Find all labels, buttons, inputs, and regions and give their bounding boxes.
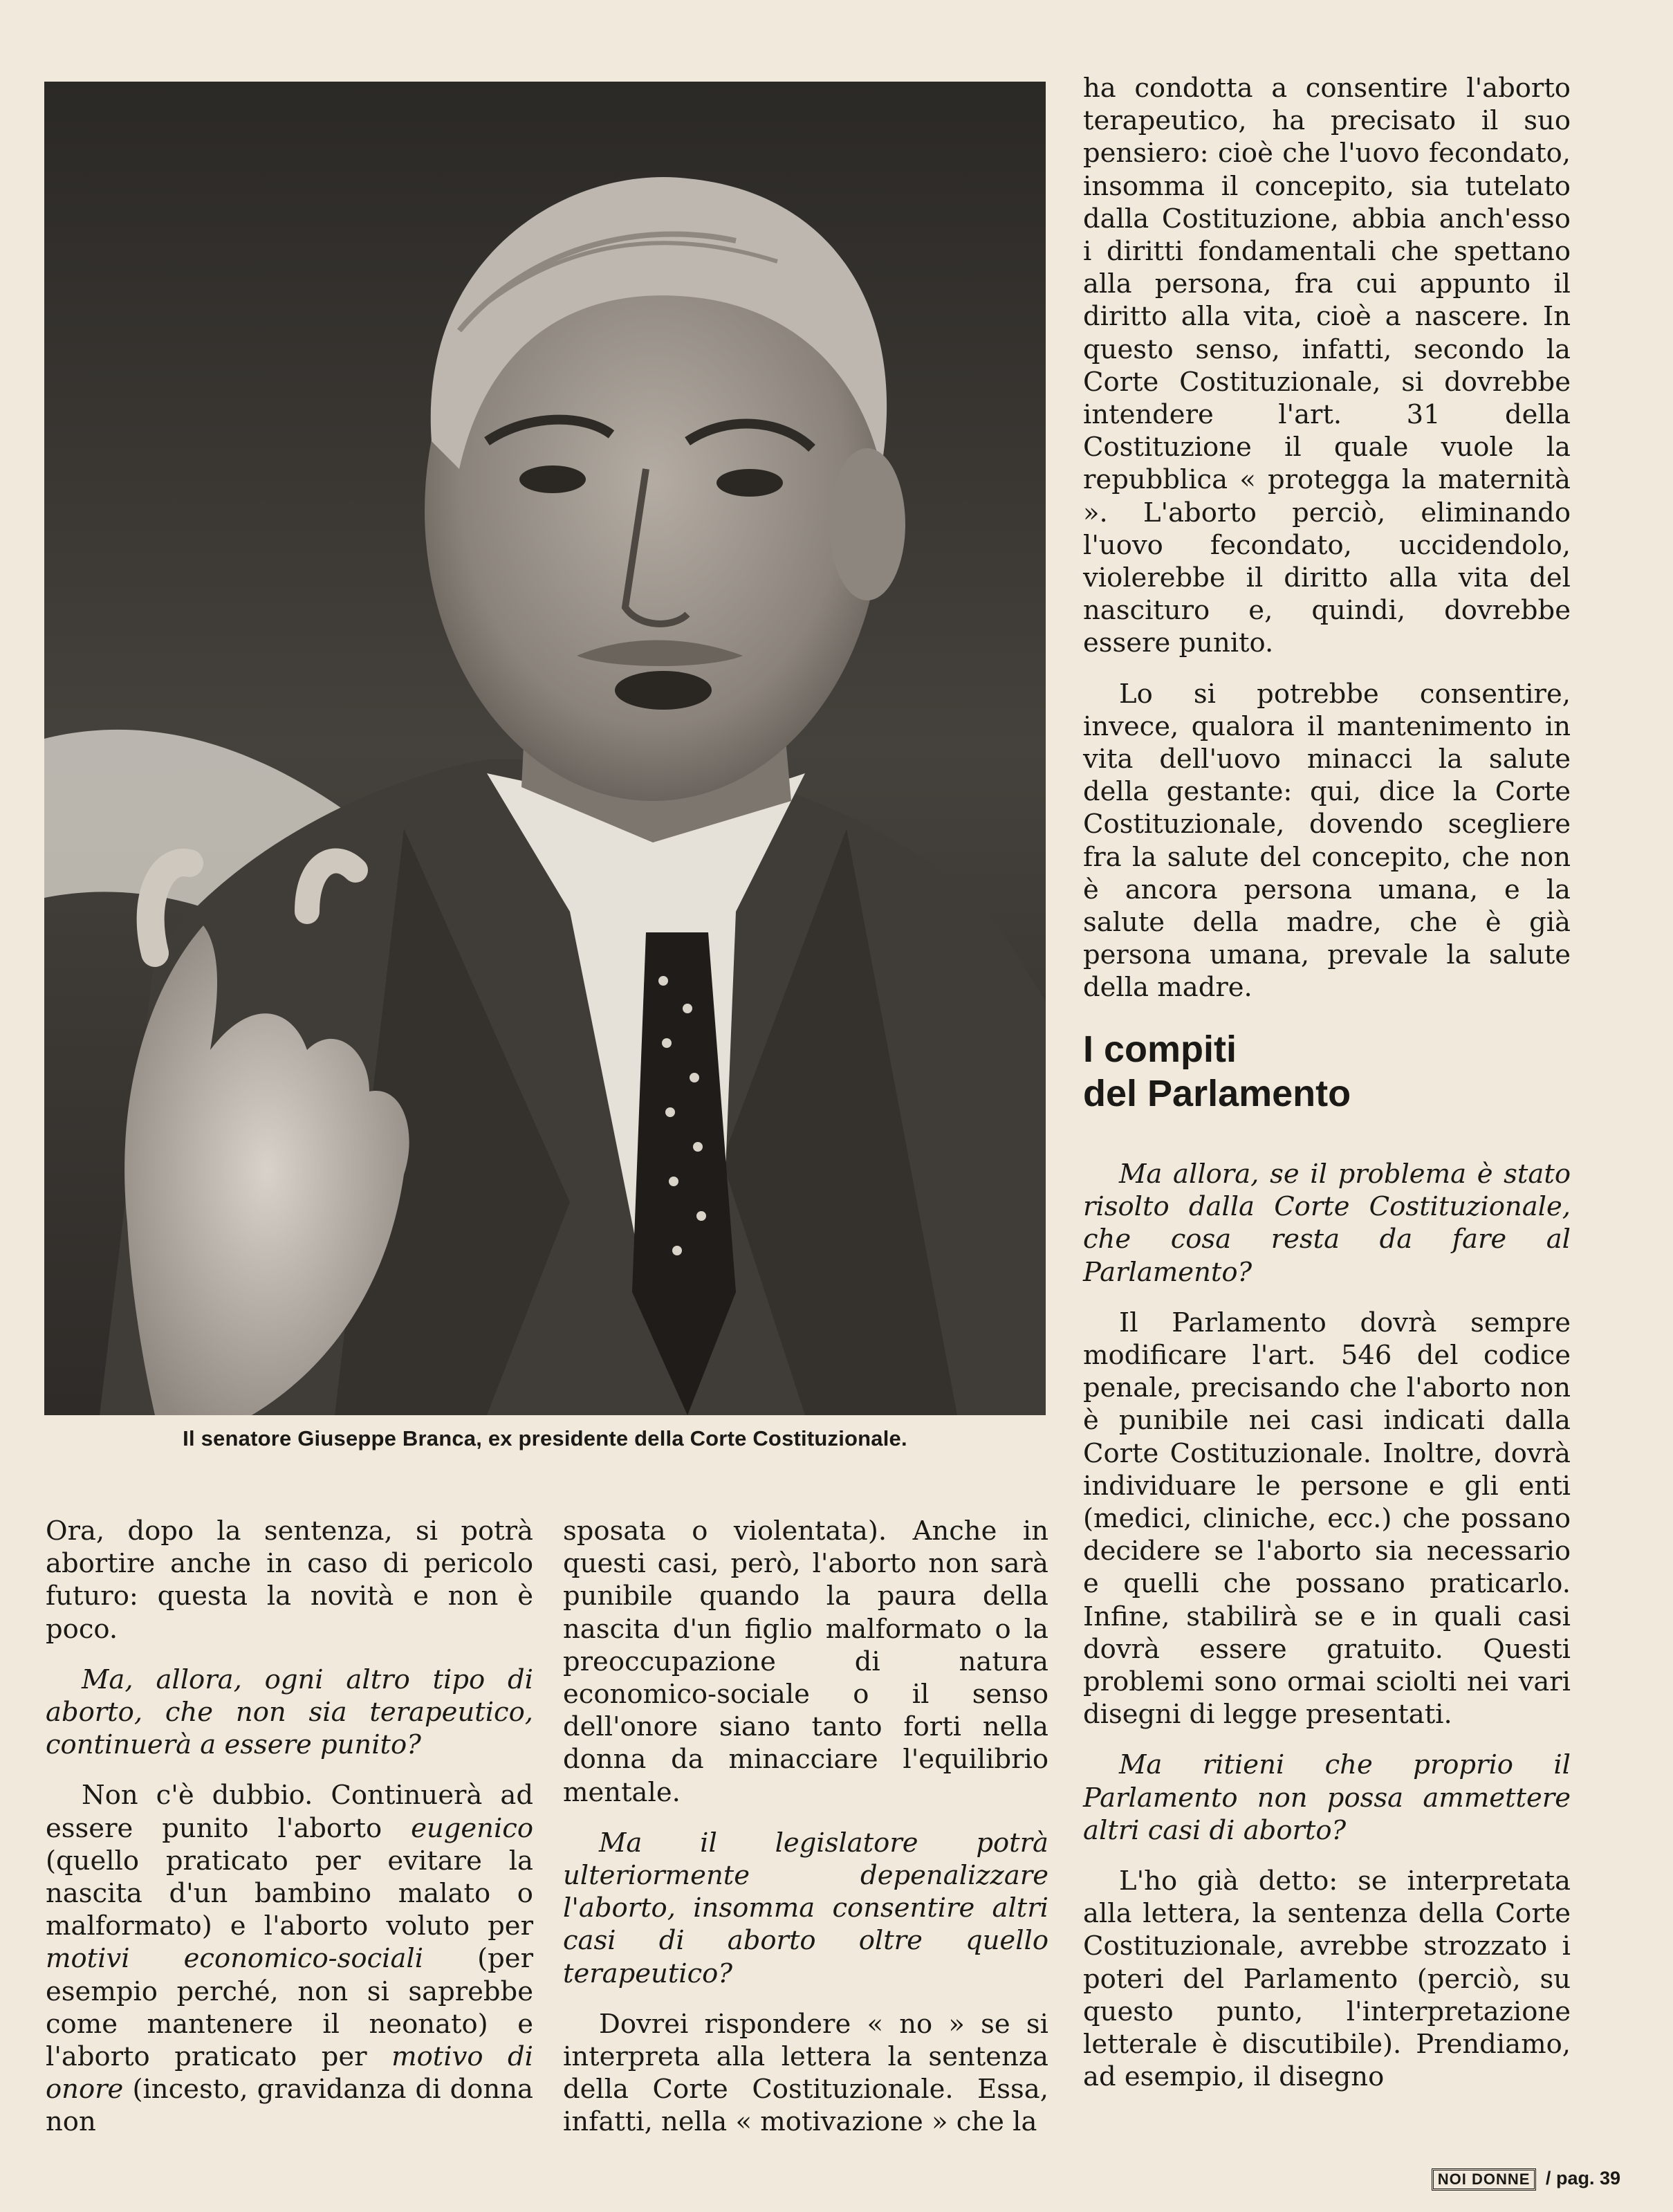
text-column-3-bottom — [1083, 1158, 1571, 2111]
paragraph: Dovrei rispondere « no » se si interpreta alla lettera la sentenza della Corte Costituzionale. Essa, infatti, nella « motivazione » che la — [563, 2008, 1048, 2138]
paragraph — [46, 1779, 533, 2138]
portrait-image — [44, 82, 1046, 1415]
paragraph: Il Parlamento dovrà sempre modificare l'art. 546 del codice penale, precisando che l'aborto non è punibile nei casi indicati dalla Corte Costituzionale. Inoltre, dovrà individuare le persone e gli enti (medici, cliniche, ecc.) che possano decidere se l'aborto sia necessario e quelli che possano praticarlo. Infine, stabilirà se e in quali casi dovrà essere gratuito. Questi problemi sono ormai sciolti nei vari disegni di legge presentati. — [1083, 1307, 1571, 1731]
text-run: Non c'è dubbio. Continuerà ad essere punito l'aborto — [46, 1780, 533, 1844]
page-footer — [1432, 2168, 1620, 2191]
interview-question: Ma, allora, ogni altro tipo di aborto, che non sia terapeutico, continuerà a essere punito? — [46, 1663, 533, 1761]
portrait-photo — [44, 82, 1046, 1415]
footer-separator: / — [1545, 2168, 1551, 2188]
emphasis: motivo di onore — [46, 2041, 533, 2105]
interview-question: Ma allora, se il problema è stato risolto dalla Corte Costituzionale, che cosa resta da fare al Parlamento? — [1083, 1159, 1571, 1288]
interview-question: Ma ritieni che proprio il Parlamento non possa ammettere altri casi di aborto? — [1083, 1749, 1571, 1846]
magazine-logo: NOI DONNE — [1432, 2168, 1537, 2191]
emphasis: eugenico — [411, 1812, 533, 1844]
interview-question: Ma il legislatore potrà ulteriormente depenalizzare l'aborto, insomma consentire altri casi di aborto oltre quello terapeutico? — [563, 1827, 1048, 1989]
heading-line: del Parlamento — [1083, 1073, 1351, 1114]
paragraph: sposata o violentata). Anche in questi casi, però, l'aborto non sarà punibile quando la paura della nascita d'un figlio malformato o la preoccupazione di natura economico-sociale o il senso dell'onore siano tanto forti nella donna da minacciare l'equilibrio mentale. — [563, 1515, 1048, 1808]
text-column-2 — [563, 1515, 1048, 2157]
heading-line: I compiti — [1083, 1029, 1237, 1070]
emphasis: motivi economico-sociali — [46, 1943, 424, 1975]
text-run: (quello praticato per evitare la nascita d'un bambino malato o malformato) e l'aborto voluto per — [46, 1845, 533, 1942]
paragraph: ha condotta a consentire l'aborto terapeutico, ha precisato il suo pensiero: cioè che l'uovo fecondato, insomma il concepito, sia tutelato dalla Costituzione, abbia anch'esso i diritti fondamentali che spettano alla persona, fra cui appunto il diritto alla vita, cioè a nascere. In questo senso, infatti, secondo la Corte Costituzionale, si dovrebbe intendere l'art. 31 della Costituzione il quale vuole la repubblica « protegga la maternità ». L'aborto perciò, eliminando l'uovo fecondato, uccidendolo, violerebbe il diritto alla vita del nascituro e, quindi, dovrebbe essere punito. — [1083, 73, 1571, 659]
section-heading — [1083, 1027, 1571, 1116]
text-column-3-top — [1083, 72, 1571, 1022]
paragraph: Lo si potrebbe consentire, invece, qualora il mantenimento in vita dell'uovo minacci la salute della gestante: qui, dice la Corte Costituzionale, dovendo scegliere fra la salute del concepito, che non è ancora persona umana, e la salute della madre, che è già persona umana, prevale la salute della madre. — [1083, 678, 1571, 1004]
text-run: (incesto, gravidanza di donna non — [46, 2074, 533, 2138]
paragraph: Ora, dopo la sentenza, si potrà abortire anche in caso di pericolo futuro: questa la novità e non è poco. — [46, 1515, 533, 1645]
paragraph: L'ho già detto: se interpretata alla lettera, la sentenza della Corte Costituzionale, avrebbe strozzato i poteri del Parlamento (perciò, su questo punto, l'interpretazione letterale è discutibile). Prendiamo, ad esempio, il disegno — [1083, 1865, 1571, 2093]
page-number: pag. 39 — [1555, 2168, 1620, 2188]
text-run: (per esempio perché, non si saprebbe come mantenere il neonato) e l'aborto praticato per — [46, 1943, 533, 2073]
photo-caption: Il senatore Giuseppe Branca, ex presidente della Corte Costituzionale. — [183, 1426, 907, 1450]
text-column-1 — [46, 1515, 533, 2157]
